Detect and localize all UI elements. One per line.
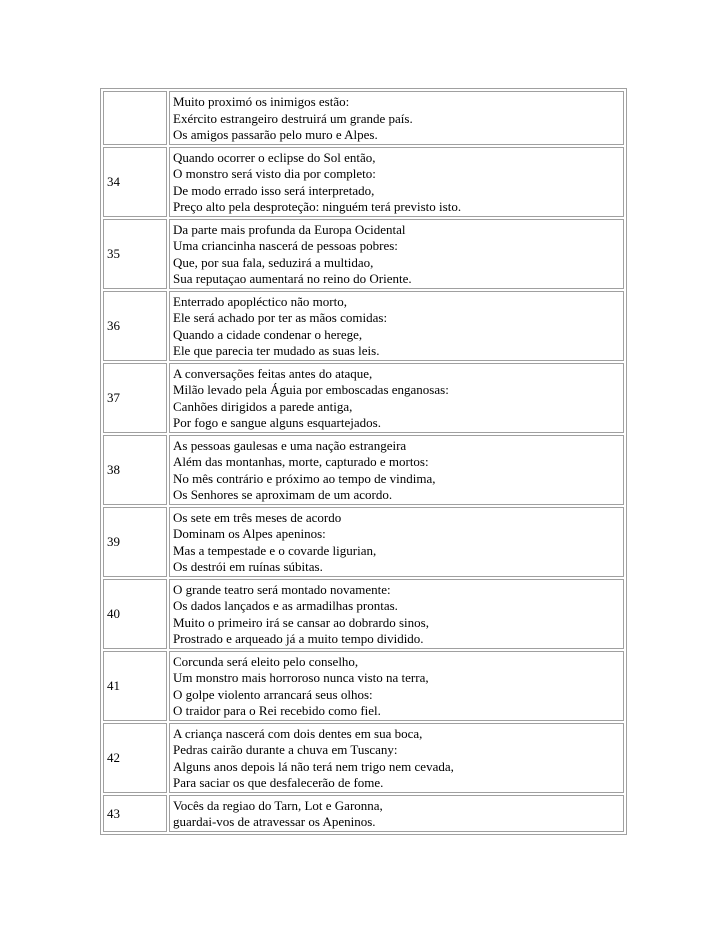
verse-number [103,91,167,145]
verse-table [100,88,627,835]
verse-table-body [103,91,624,832]
verse-row [103,507,624,577]
verse-row [103,291,624,361]
verse-text [169,91,624,145]
verse-line: O traidor para o Rei recebido como fiel. [173,703,381,718]
verse-line: De modo errado isso será interpretado, [173,182,375,198]
verse-line: Os dados lançados e as armadilhas prontas. [173,598,398,613]
verse-text [169,651,624,721]
verse-line: Canhões dirigidos a parede antiga, [173,398,353,414]
verse-line: guardai-vos de atravessar os Apeninos. [173,814,376,829]
verse-number: 43 [103,795,167,832]
verse-line: Milão levado pela Águia por emboscadas enganosas: [173,382,449,397]
verse-line: Sua reputaçao aumentará no reino do Oriente. [173,271,412,286]
verse-text [169,219,624,289]
verse-line: Os amigos passarão pelo muro e Alpes. [173,127,378,142]
verse-number: 37 [103,363,167,433]
verse-line: No mês contrário e próximo ao tempo de vindima, [173,470,436,486]
verse-line: O golpe violento arrancará seus olhos: [173,686,373,702]
verse-line: Quando ocorrer o eclipse do Sol então, [173,149,376,165]
verse-line: Por fogo e sangue alguns esquartejados. [173,415,381,430]
verse-line: Ele será achado por ter as mãos comidas: [173,310,388,325]
verse-line: Alguns anos depois lá não terá nem trigo nem cevada, [173,758,454,774]
document-page [100,88,627,837]
verse-number: 42 [103,723,167,793]
verse-line: As pessoas gaulesas e uma nação estrangeira [173,437,407,453]
verse-row [103,651,624,721]
verse-text [169,363,624,433]
verse-number: 34 [103,147,167,217]
verse-line: Muito o primeiro irá se cansar ao dobrardo sinos, [173,614,429,630]
verse-text [169,435,624,505]
verse-row [103,363,624,433]
verse-line: Da parte mais profunda da Europa Ocidental [173,221,406,237]
verse-line: Os Senhores se aproximam de um acordo. [173,487,393,502]
verse-text [169,795,624,832]
verse-line: Que, por sua fala, seduzirá a multidao, [173,254,374,270]
verse-line: Ele que parecia ter mudado as suas leis. [173,343,380,358]
verse-line: Exército estrangeiro destruirá um grande país. [173,110,413,126]
verse-number: 38 [103,435,167,505]
verse-text [169,723,624,793]
verse-line: Além das montanhas, morte, capturado e mortos: [173,454,429,469]
verse-line: Os destrói em ruínas súbitas. [173,559,323,574]
verse-line: Muito proximó os inimigos estão: [173,94,350,109]
verse-number: 36 [103,291,167,361]
verse-line: Enterrado apopléctico não morto, [173,293,347,309]
verse-line: Preço alto pela desproteção: ninguém terá previsto isto. [173,199,462,214]
verse-line: Corcunda será eleito pelo conselho, [173,653,359,669]
verse-row [103,219,624,289]
verse-row [103,579,624,649]
verse-line: A criança nascerá com dois dentes em sua boca, [173,725,423,741]
verse-line: Quando a cidade condenar o herege, [173,326,363,342]
verse-row [103,435,624,505]
verse-text [169,507,624,577]
verse-line: A conversações feitas antes do ataque, [173,365,373,381]
verse-text [169,147,624,217]
verse-line: Vocês da regiao do Tarn, Lot e Garonna, [173,797,383,813]
verse-line: O grande teatro será montado novamente: [173,581,391,597]
verse-line: Um monstro mais horroroso nunca visto na terra, [173,670,429,685]
verse-text [169,291,624,361]
verse-line: Uma criancinha nascerá de pessoas pobres: [173,238,398,253]
verse-line: O monstro será visto dia por completo: [173,166,376,181]
verse-line: Os sete em três meses de acordo [173,509,342,525]
verse-row [103,723,624,793]
verse-row [103,147,624,217]
verse-number: 39 [103,507,167,577]
verse-text [169,579,624,649]
verse-line: Dominam os Alpes apeninos: [173,526,326,541]
verse-line: Prostrado e arqueado já a muito tempo dividido. [173,631,424,646]
verse-line: Mas a tempestade e o covarde ligurian, [173,542,377,558]
verse-line: Para saciar os que desfalecerão de fome. [173,775,384,790]
verse-number: 40 [103,579,167,649]
verse-number: 41 [103,651,167,721]
verse-number: 35 [103,219,167,289]
verse-row [103,91,624,145]
verse-line: Pedras cairão durante a chuva em Tuscany: [173,742,398,757]
verse-row [103,795,624,832]
